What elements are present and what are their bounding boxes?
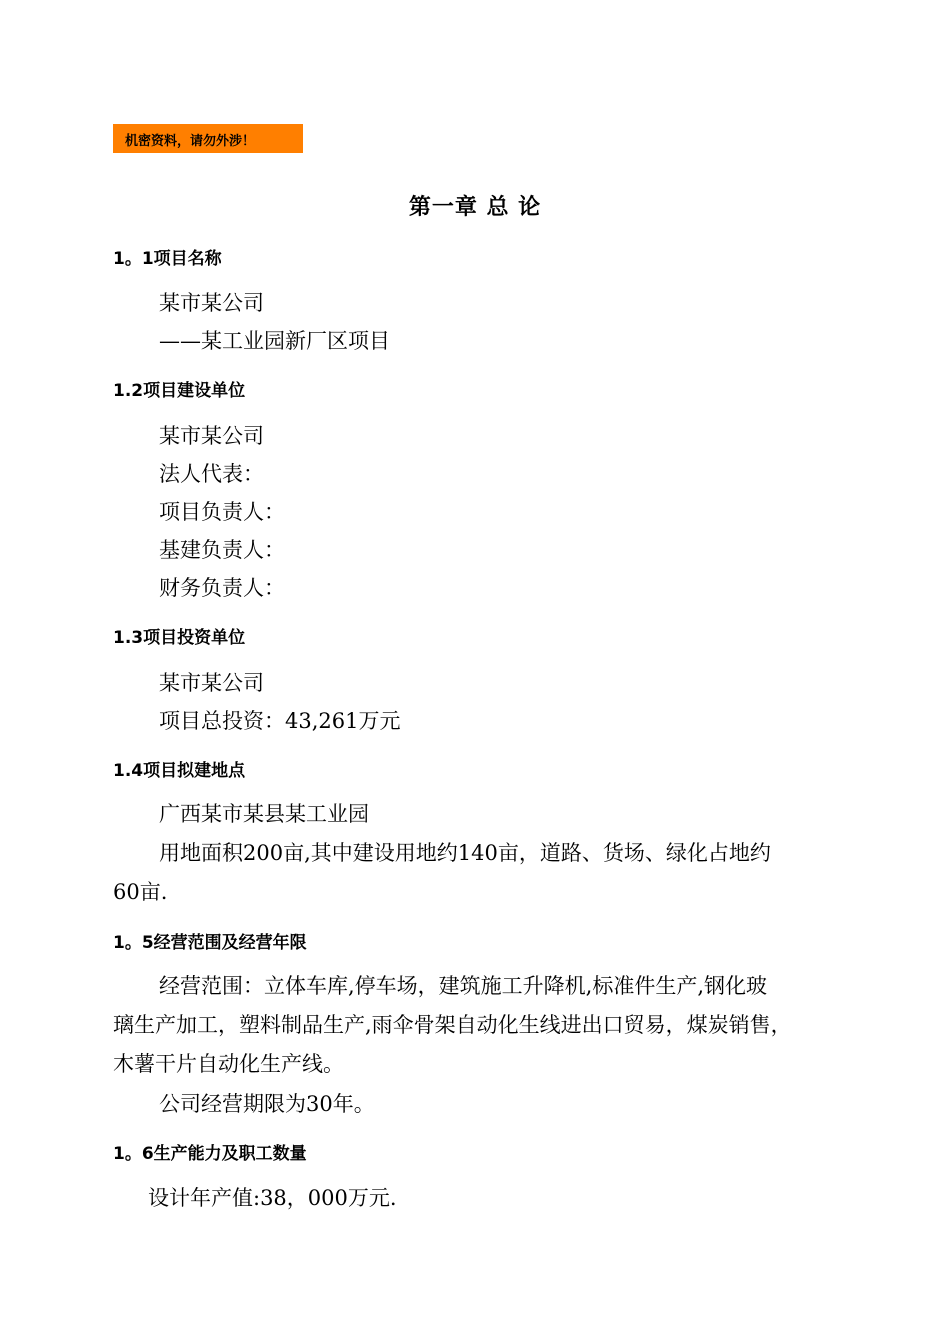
section-heading-1-6: 1。6生产能力及职工数量 xyxy=(113,1144,307,1164)
body-line: 广西某市某县某工业园 xyxy=(159,802,369,826)
body-line: 项目总投资：43,261万元 xyxy=(159,709,401,733)
body-line: 木薯干片自动化生产线。 xyxy=(113,1052,344,1076)
confidential-banner xyxy=(113,124,303,153)
body-line: 法人代表： xyxy=(159,462,264,486)
body-line: 财务负责人： xyxy=(159,576,285,600)
body-line: 某市某公司 xyxy=(159,291,264,315)
body-line: 经营范围：立体车库,停车场，建筑施工升降机,标准件生产,钢化玻 xyxy=(159,974,768,998)
section-heading-1-4: 1.4项目拟建地点 xyxy=(113,761,246,781)
section-heading-1-2: 1.2项目建设单位 xyxy=(113,381,246,401)
body-line: 项目负责人： xyxy=(159,500,285,524)
body-line: 公司经营期限为30年。 xyxy=(159,1092,375,1116)
section-heading-1-3: 1.3项目投资单位 xyxy=(113,628,246,648)
body-line: ——某工业园新厂区项目 xyxy=(159,329,390,353)
body-line: 设计年产值:38，000万元. xyxy=(148,1186,397,1210)
confidential-banner-text: 机密资料，请勿外涉！ xyxy=(125,134,256,149)
section-heading-1-5: 1。5经营范围及经营年限 xyxy=(113,933,307,953)
body-line: 基建负责人： xyxy=(159,538,285,562)
body-line: 某市某公司 xyxy=(159,671,264,695)
chapter-title: 第一章 总 论 xyxy=(408,195,542,220)
body-line: 某市某公司 xyxy=(159,424,264,448)
body-line: 璃生产加工，塑料制品生产,雨伞骨架自动化生线进出口贸易，煤炭销售， xyxy=(113,1013,792,1037)
body-line: 60亩. xyxy=(113,880,168,904)
body-line: 用地面积200亩,其中建设用地约140亩，道路、货场、绿化占地约 xyxy=(159,841,771,865)
section-heading-1-1: 1。1项目名称 xyxy=(113,249,222,269)
